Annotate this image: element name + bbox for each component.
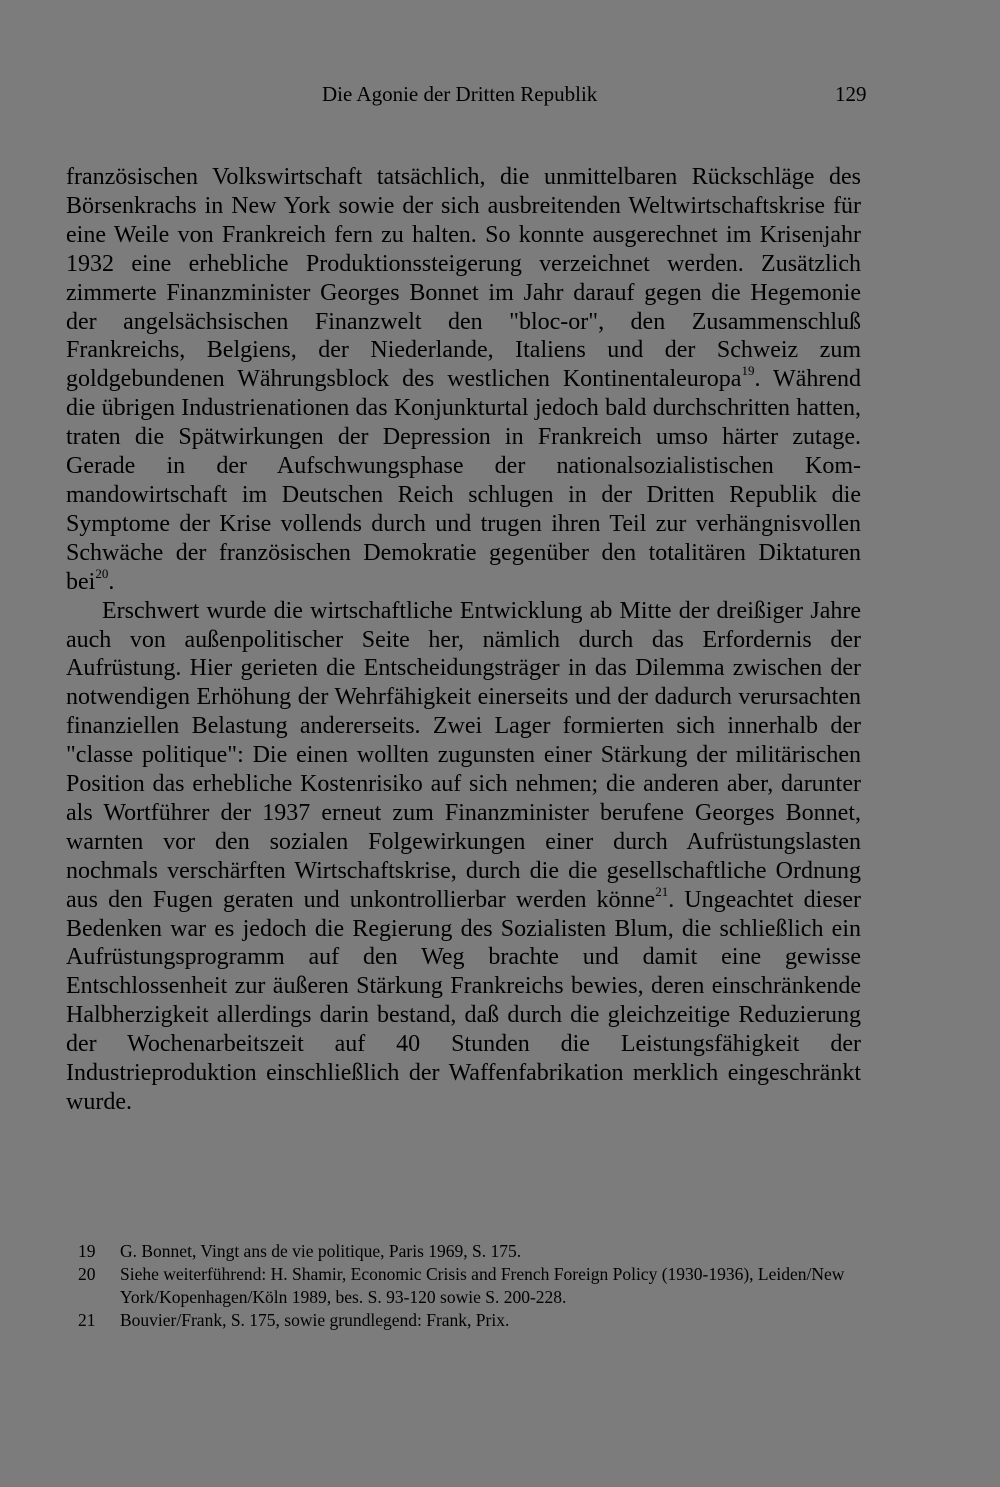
body-text: [66, 163, 861, 1117]
paragraph-2-text-b: . Ungeachtet dieser Bedenken war es jedoch die Regierung des Sozialisten Blum, die schließlich ein Aufrüstungsprogramm auf den Weg brachte und damit eine gewisse Entschlossenheit zur äußeren Stärkung Frankreichs bewies, deren einschränkende Halbherzigkeit allerdings darin bestand, daß durch die gleichzeitige Reduzierung der Wochenarbeitszeit auf 40 Stunden die Leistungsfähigkeit der Industrieproduktion einschließlich der Waffenfabrikation merklich eingeschränkt wurde.: [66, 886, 861, 1115]
paragraph-1-text-b: . Während die übrigen Industrienationen das Konjunkturtal jedoch bald durchschritten hatten, traten die Spätwirkungen der Depression in Frankreich umso härter zutage. Gerade in der Aufschwungsphase der nationalsozialistischen Kommandowirtschaft im Deutschen Reich schlugen in der Dritten Republik die Symptome der Krise vollends durch und trugen ihren Teil zur verhängnisvollen Schwäche der französischen Demokratie gegenüber den totalitären Diktaturen bei: [66, 366, 862, 595]
footnote-ref-21: 21: [655, 883, 669, 899]
paragraph-1-text-a: französischen Volkswirtschaft tatsächlich, die unmittelbaren Rückschläge des Börsenkrachs in New York sowie der sich ausbreitenden Weltwirtschaftskrise für eine Weile von Frankreich fern zu halten. So konnte ausgerechnet im Krisenjahr 1932 eine erhebliche Produktionssteigerung verzeichnet werden. Zusätzlich zimmerte Finanzminister Georges Bonnet im Jahr darauf gegen die Hegemonie der angelsächsischen Finanzwelt den "bloc-or", den Zusammenschluß Frankreichs, Belgiens, der Niederlande, Italiens und der Schweiz zum goldgebundenen Währungsblock des westlichen Kontinentaleuropa: [66, 164, 861, 393]
footnotes: [78, 1240, 868, 1332]
footnote-number: 19: [78, 1241, 96, 1261]
paragraph-1: [66, 163, 861, 597]
footnote-ref-20: 20: [95, 565, 109, 581]
footnote-number: 20: [78, 1264, 96, 1284]
footnote-text: Siehe weiterführend: H. Shamir, Economic Crisis and French Foreign Policy (1930-1936), Leiden/New York/Kopenhagen/Köln 1989, bes. S. 93-120 sowie S. 200-228.: [120, 1264, 845, 1307]
running-head: [0, 82, 1000, 112]
footnote-text: G. Bonnet, Vingt ans de vie politique, Paris 1969, S. 175.: [120, 1241, 522, 1261]
footnote-20: [78, 1263, 868, 1309]
paragraph-2: [66, 597, 861, 1117]
footnote-text: Bouvier/Frank, S. 175, sowie grundlegend: Frank, Prix.: [120, 1310, 510, 1330]
footnote-number: 21: [78, 1310, 96, 1330]
paragraph-2-text-a: Erschwert wurde die wirtschaftliche Entwicklung ab Mitte der dreißiger Jahre auch von außenpolitischer Seite her, nämlich durch das Erfordernis der Aufrüstung. Hier gerieten die Entscheidungsträger in das Dilemma zwischen der notwendigen Erhöhung der Wehrfähigkeit einerseits und der dadurch verursachten finanziellen Belastung andererseits. Zwei Lager formierten sich innerhalb der "classe politique": Die einen wollten zugunsten einer Stärkung der militärischen Position das erhebliche Kostenrisiko auf sich nehmen; die anderen aber, darunter als Wortführer der 1937 erneut zum Finanzminister berufene Georges Bonnet, warnten vor den sozialen Folgewirkungen einer durch Aufrüstungslasten nochmals verschärften Wirtschaftskrise, durch die die gesellschaftliche Ordnung aus den Fugen geraten und unkontrollierbar werden könne: [66, 597, 861, 913]
page-number: 129: [835, 82, 867, 106]
footnote-19: [78, 1240, 868, 1263]
paragraph-1-text-c: .: [108, 568, 115, 595]
footnote-21: [78, 1309, 868, 1332]
footnote-ref-19: 19: [741, 363, 755, 379]
running-title: Die Agonie der Dritten Republik: [322, 82, 598, 106]
